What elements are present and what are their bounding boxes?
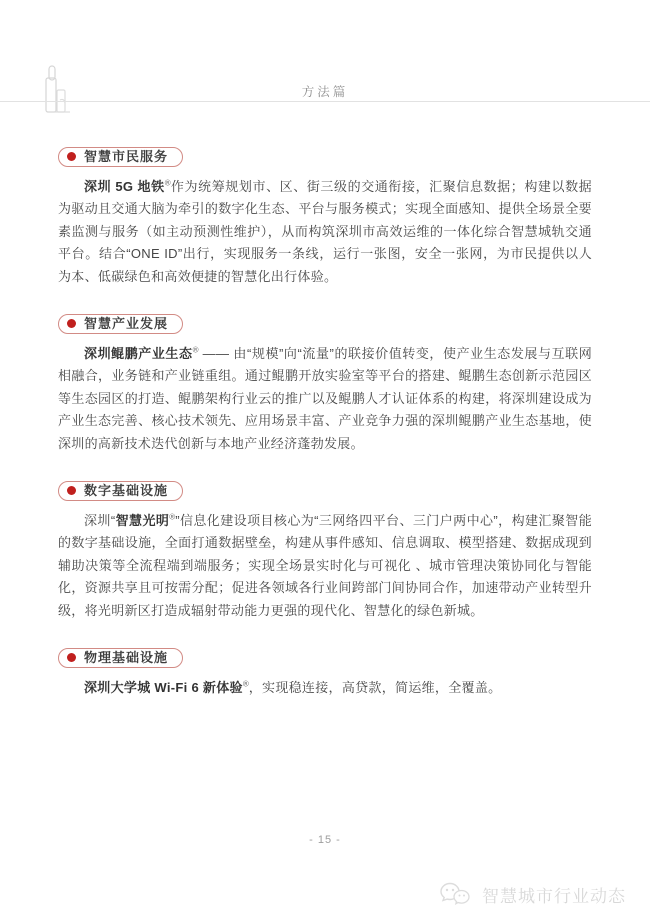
report-section <box>58 481 592 622</box>
page-number: - 15 - <box>309 834 341 846</box>
body-text: ，实现稳连接，高贷款，简运维，全覆盖。 <box>248 680 502 696</box>
section-paragraph <box>58 677 592 699</box>
red-dot-icon <box>67 653 76 662</box>
section-label-pill <box>58 481 183 501</box>
case-name-text: 深圳鲲鹏产业生态 <box>84 346 193 362</box>
footnote-ref-icon: ® <box>192 345 199 355</box>
section-label-pill <box>58 147 183 167</box>
section-paragraph <box>58 176 592 288</box>
report-section <box>58 648 592 699</box>
header-chapter-title: 方法篇 <box>301 85 349 99</box>
footer-brand: 智慧城市行业动态 <box>482 886 626 906</box>
footer-watermark <box>438 880 626 908</box>
report-content <box>58 147 592 726</box>
wechat-icon <box>438 880 474 908</box>
footnote-ref-icon: ® <box>164 178 171 188</box>
red-dot-icon <box>67 152 76 161</box>
section-label-pill <box>58 648 183 668</box>
footnote-ref-icon: ® <box>242 679 249 689</box>
section-paragraph <box>58 343 592 455</box>
section-label: 智慧市民服务 <box>84 149 169 164</box>
body-text: —— 由“规模”向“流量”的联接价值转变，使产业生态发展与互联网相融合，业务链和产业链重组。通过鲲鹏开放实验室等平台的搭建、鲲鹏生态创新示范园区等生态园区的打造、鲲鹏架构行业云的推广以及鲲鹏人才认证体系的构建，将深圳建设成为产业生态完善、核心技术领先、应用场景丰富、产业竞争力强的深圳鲲鹏产业生态基地，使深圳的高新技术迭代创新与本地产业经济蓬勃发展。 <box>58 346 592 451</box>
case-name-text: 智慧光明 <box>115 513 170 529</box>
case-name-text: 深圳 5G 地铁 <box>84 179 165 194</box>
body-text: 深圳“ <box>84 513 116 529</box>
red-dot-icon <box>67 319 76 328</box>
case-name-text: 深圳大学城 Wi-Fi 6 新体验 <box>84 680 243 696</box>
section-label-pill <box>58 314 183 334</box>
section-label: 智慧产业发展 <box>84 316 169 332</box>
section-paragraph <box>58 510 592 622</box>
body-text: ”信息化建设项目核心为“三网络四平台、三门户两中心”，构建汇聚智能的数字基础设施，全面打通数据壁垒，构建从事件感知、信息调取、模型搭建、数据成现到辅助决策等全流程端到端服务；实现全场景实时化与可视化 、城市管理决策协同化与智能化，资源共享且可按需分配；促进各领域各行业间跨部门间协同合作，加速带动产业转型升级，将光明新区打造成辐射带动能力更强的现代化、智慧化的绿色新城。 <box>58 513 593 618</box>
section-label: 物理基础设施 <box>84 650 169 666</box>
body-text: 作为统筹规划市、区、街三级的交通衔接，汇聚信息数据；构建以数据为驱动且交通大脑为牵引的数字化生态、平台与服务模式；实现全面感知、提供全场景全要素监测与服务（如主动预测性维护），从而构筑深圳市高效运维的一体化综合智慧城轨交通平台。结合“ONE ID”出行，实现服务一条线，运行一张图，安全一张网，为市民提供以人为本、低碳绿色和高效便捷的智慧化出行体验。 <box>58 179 592 284</box>
red-dot-icon <box>67 486 76 495</box>
footnote-ref-icon: ® <box>169 512 176 522</box>
section-label: 数字基础设施 <box>84 483 169 499</box>
header-divider <box>0 101 650 102</box>
report-section <box>58 314 592 455</box>
report-section <box>58 147 592 288</box>
